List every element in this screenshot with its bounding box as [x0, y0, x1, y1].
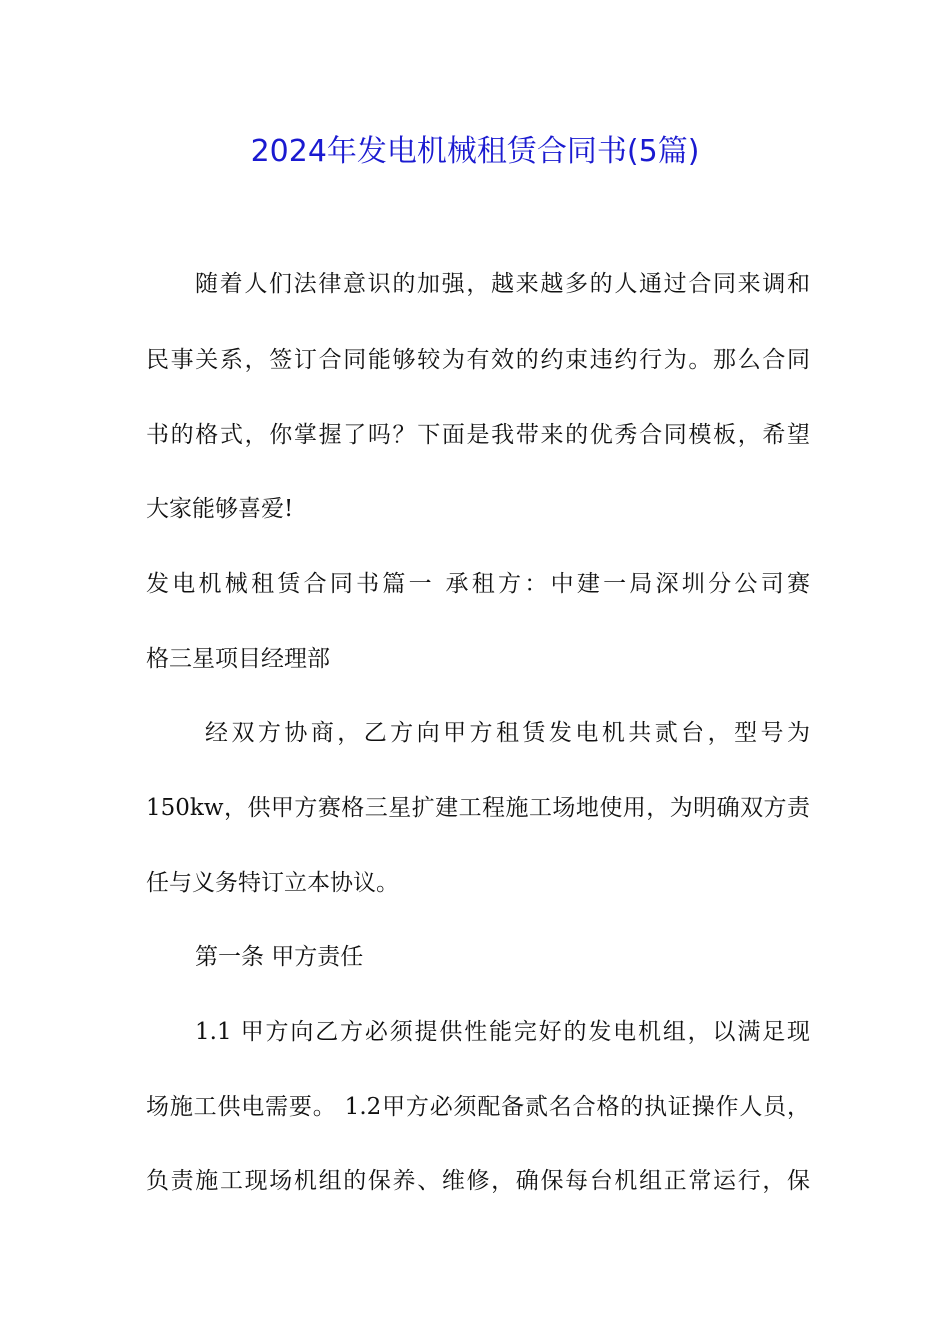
paragraph-line: 经双方协商，乙方向甲方租赁发电机共贰台，型号为: [205, 720, 810, 746]
document-title: 2024年发电机械租赁合同书(5篇): [250, 134, 700, 169]
paragraph-line: 民事关系，签订合同能够较为有效的约束违约行为。那么合同: [146, 347, 810, 373]
paragraph-line: 负责施工现场机组的保养、维修，确保每台机组正常运行，保: [146, 1168, 810, 1194]
paragraph-line: 书的格式，你掌握了吗？下面是我带来的优秀合同模板，希望: [146, 422, 810, 448]
paragraph-line: 1.1 甲方向乙方必须提供性能完好的发电机组，以满足现: [195, 1019, 810, 1045]
article-heading: 第一条 甲方责任: [195, 944, 364, 970]
paragraph-line: 150kw，供甲方赛格三星扩建工程施工场地使用，为明确双方责: [146, 795, 810, 821]
paragraph-line: 大家能够喜爱!: [146, 496, 294, 522]
paragraph-line: 格三星项目经理部: [146, 646, 330, 672]
paragraph-line: 任与义务特订立本协议。: [146, 870, 399, 896]
section-heading-line: 发电机械租赁合同书篇一 承租方：中建一局深圳分公司赛: [146, 571, 810, 597]
paragraph-line: 场施工供电需要。 1.2甲方必须配备贰名合格的执证操作人员，: [146, 1094, 810, 1120]
paragraph-line: 随着人们法律意识的加强，越来越多的人通过合同来调和: [195, 271, 810, 297]
